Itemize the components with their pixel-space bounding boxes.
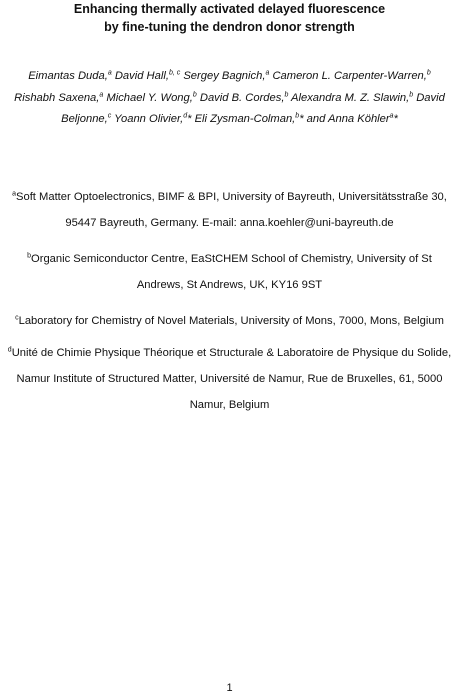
author-separator: *: [393, 113, 398, 125]
author-entry: [291, 92, 416, 104]
author-entry: [14, 92, 106, 104]
author-name: Michael Y. Wong,: [106, 91, 193, 104]
affiliation-a: [6, 184, 453, 236]
author-affiliation-marker: a: [99, 90, 104, 98]
author-separator: *: [299, 113, 307, 125]
author-affiliation-marker: a: [107, 69, 112, 77]
affiliation-c: [6, 308, 453, 334]
title-line-2: by fine-tuning the dendron donor strength: [104, 20, 355, 34]
author-name: David Hall,: [114, 70, 169, 82]
author-affiliation-marker: b: [426, 69, 431, 77]
author-name: Yoann Olivier,: [114, 113, 184, 125]
author-name: Sergey Bagnich,: [183, 70, 266, 82]
author-affiliation-marker: d: [183, 112, 188, 120]
paper-title: [0, 0, 459, 36]
author-name: David Beljonne,: [61, 91, 445, 125]
affiliation-marker: b: [27, 252, 32, 260]
author-name: Alexandra M. Z. Slawin,: [291, 91, 410, 104]
author-affiliation-marker: b: [192, 90, 197, 98]
author-name: Eimantas Duda,: [28, 70, 108, 82]
author-affiliation-marker: b: [284, 90, 289, 98]
author-entry: [114, 113, 194, 125]
author-name: Cameron L. Carpenter-Warren,: [272, 70, 427, 82]
title-line-1: Enhancing thermally activated delayed fluorescence: [73, 2, 386, 16]
author-entry: [200, 92, 291, 104]
affiliation-marker: d: [7, 346, 12, 354]
author-name: and Anna Köhler: [306, 113, 390, 125]
author-entry: [195, 113, 307, 125]
author-entry: [106, 92, 199, 104]
author-entry: [115, 70, 184, 82]
author-affiliation-marker: a: [265, 69, 270, 77]
author-affiliation-marker: b, c: [168, 69, 181, 77]
author-affiliation-marker: a: [389, 112, 394, 120]
author-affiliation-marker: b: [295, 112, 300, 120]
author-list: [10, 66, 449, 131]
affiliation-marker: a: [12, 190, 17, 198]
author-entry: [183, 70, 272, 82]
affiliation-b: [6, 246, 453, 298]
affiliation-marker: c: [15, 314, 19, 322]
author-entry: [307, 113, 398, 125]
page-number: 1: [226, 682, 233, 694]
affiliation-text: Soft Matter Optoelectronics, BIMF & BPI, University of Bayreuth, Universitätsstraße 30, 95447 Bayreuth, Germany. E-mail: anna.koehler@uni-bayreuth.de: [16, 191, 447, 229]
author-entry: [272, 70, 430, 82]
author-name: Eli Zysman-Colman,: [194, 113, 296, 125]
author-affiliation-marker: b: [409, 90, 414, 98]
affiliation-text: Organic Semiconductor Centre, EaStCHEM School of Chemistry, University of St Andrews, St Andrews, UK, KY16 9ST: [31, 253, 432, 291]
affiliation-text: Unité de Chimie Physique Théorique et Structurale & Laboratoire de Physique du Solide, Namur Institute of Structured Matter, Université de Namur, Rue de Bruxelles, 61, 5000 Namur, Belgium: [11, 347, 452, 411]
author-name: Rishabh Saxena,: [14, 91, 100, 104]
author-name: David B. Cordes,: [199, 91, 285, 104]
author-entry: [28, 70, 115, 82]
affiliation-text: Laboratory for Chemistry of Novel Materials, University of Mons, 7000, Mons, Belgium: [18, 315, 444, 327]
author-affiliation-marker: c: [107, 112, 112, 120]
author-separator: *: [187, 113, 195, 125]
affiliation-d: [6, 340, 453, 418]
